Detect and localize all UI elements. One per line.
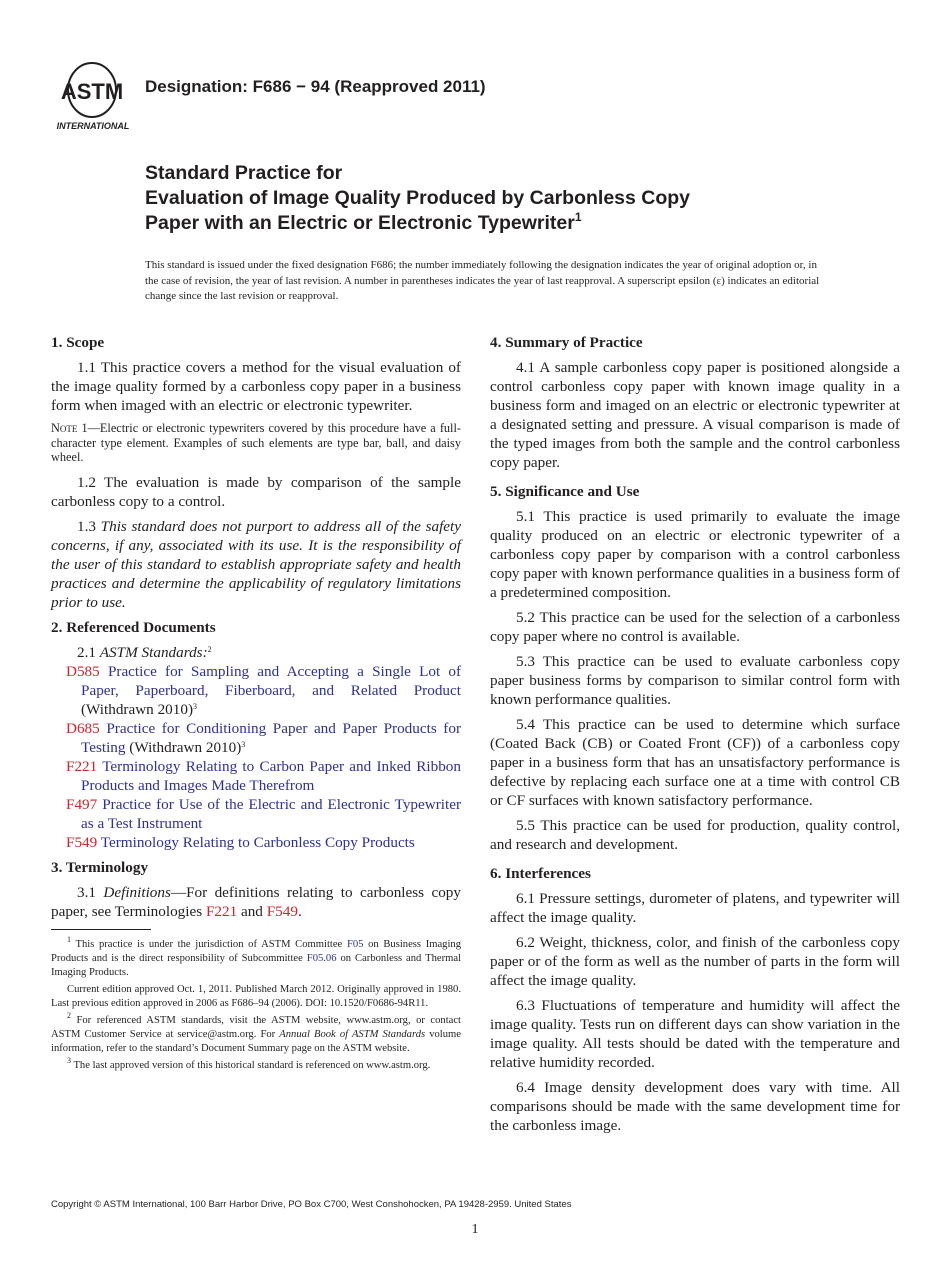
fn1-text-a: This practice is under the jurisdiction of ASTM Committee [71, 938, 347, 950]
footnote-1-continued: Current edition approved Oct. 1, 2011. Published March 2012. Originally approved in 1980. Last previous edition approved in 2006 as F686–94 (2006). DOI: 10.1520/F0686-94R11. [51, 983, 461, 1009]
ref-code-link[interactable]: F497 [66, 795, 98, 813]
ref-title-link[interactable]: Terminology Relating to Carbonless Copy Products [100, 833, 415, 851]
para-3-1-and: and [237, 902, 267, 920]
footnotes [51, 934, 461, 1073]
fn2-italic: Annual Book of ASTM Standards [279, 1028, 426, 1040]
fn1-text-c: on Carbonless and Thermal Imaging Products. [51, 952, 461, 978]
para-6-4: 6.4 Image density development does vary with time. All comparisons should be made with the same development time for the carbonless image. [490, 1079, 900, 1134]
copyright-footer: Copyright © ASTM International, 100 Barr Harbor Drive, PO Box C700, West Conshohocken, PA 19428-2959. United States [51, 1199, 572, 1210]
para-1-1: 1.1 This practice covers a method for the visual evaluation of the image quality formed by a carbonless copy paper in a business form when imaged with an electric or electronic typewriter. [51, 359, 461, 414]
right-column [490, 333, 900, 1141]
para-6-2: 6.2 Weight, thickness, color, and finish of the carbonless copy paper or of the form as well as the number of parts in the form will affect the image quality. [490, 934, 900, 989]
para-5-5: 5.5 This practice can be used for production, quality control, and research and development. [490, 817, 900, 853]
para-3-1-num: 3.1 [77, 883, 104, 901]
intro-paragraph: This standard is issued under the fixed designation F686; the number immediately following the designation indicates the year of original adoption or, in the case of revision, the year of last revision. A number in parentheses indicates the year of last reapproval. A superscript epsilon (ε) indicates an editorial change since the last revision or reapproval. [145, 259, 820, 302]
para-5-3: 5.3 This practice can be used to evaluate carbonless copy paper business forms by comparison to similar control form with known performance qualities. [490, 653, 900, 708]
title-line-3-text: Paper with an Electric or Electronic Typewriter [145, 212, 575, 234]
para-4-1: 4.1 A sample carbonless copy paper is positioned alongside a control carbonless copy paper with known image quality in a business form and imaged on an electric or electronic typewriter at a designated setting and pressure. A visual comparison is made of the typed images from both the sample and the control carbonless copy paper. [490, 359, 900, 471]
ref-code-link[interactable]: F549 [66, 833, 98, 851]
ref-item [51, 719, 461, 757]
ref-title-link[interactable]: Terminology Relating to Carbon Paper and Inked Ribbon Products and Images Made Therefrom [81, 757, 461, 794]
footnote-divider [51, 929, 151, 930]
para-2-1 [51, 643, 461, 662]
para-5-2: 5.2 This practice can be used for the selection of a carbonless copy paper where no control is available. [490, 609, 900, 645]
left-column [51, 333, 461, 1076]
para-3-1-text: —For definitions relating to carbonless copy paper, see Terminologies [51, 883, 461, 920]
logo-text: ASTM [60, 79, 124, 104]
fn-mark: 2 [67, 1010, 71, 1020]
astm-logo [52, 60, 134, 132]
fn-mark: 3 [67, 1055, 71, 1065]
note-1 [51, 421, 461, 465]
para-1-3-num: 1.3 [77, 517, 101, 535]
title-footnote-mark: 1 [574, 210, 582, 224]
reference-list [51, 662, 461, 852]
para-6-1: 6.1 Pressure settings, durometer of platens, and typewriter will affect the image quality. [490, 890, 900, 926]
para-1-3-text: This standard does not purport to address all of the safety concerns, if any, associated with its use. It is the responsibility of the user of this standard to establish appropriate safety and health practices and determine the applicability of regulatory limitations prior to use. [51, 517, 462, 611]
ref-item [51, 795, 461, 833]
ref-item [51, 757, 461, 795]
para-6-3: 6.3 Fluctuations of temperature and humidity will affect the image quality. Tests run on different days can show variation in the image quality. All tests should be dated with the temperature and relative humidity recorded. [490, 997, 900, 1071]
para-3-1 [51, 883, 461, 921]
ref-sup: 3 [193, 701, 197, 711]
para-2-1-sup: 2 [207, 644, 212, 654]
term-ref-link[interactable]: F221 [205, 902, 238, 920]
term-ref-link[interactable]: F549 [266, 902, 298, 920]
designation: Designation: F686 − 94 (Reapproved 2011) [145, 77, 486, 96]
title-line-3 [145, 211, 865, 236]
note-text: 1—Electric or electronic typewriters covered by this procedure have a full-character type element. Examples of such elements are type bar, ball, and daisy wheel. [51, 421, 461, 464]
ref-code-link[interactable]: D585 [66, 662, 100, 680]
title-line-2: Evaluation of Image Quality Produced by Carbonless Copy [145, 187, 691, 209]
ref-item [51, 662, 461, 719]
section-heading-significance: 5. Significance and Use [490, 483, 640, 500]
ref-code-link[interactable]: D685 [66, 719, 100, 737]
ref-tail: (Withdrawn 2010) [81, 700, 193, 718]
document-title [145, 161, 865, 236]
fn1-text-b: on Business Imaging Products and is the direct responsibility of Subcommittee [51, 938, 461, 964]
section-heading-scope: 1. Scope [51, 334, 105, 351]
footnote-3 [51, 1055, 461, 1073]
para-2-1-num: 2.1 [77, 643, 100, 661]
ref-title-link[interactable]: Practice for Conditioning Paper and Paper Products for Testing [81, 719, 462, 756]
ref-sup: 3 [241, 739, 246, 749]
fn2-text-a: For referenced ASTM standards, visit the ASTM website, www.astm.org, or contact ASTM Customer Service at service@astm.org. For [51, 1014, 461, 1040]
note-label: Note [51, 421, 78, 435]
fn-mark: 1 [67, 934, 71, 944]
section-heading-refdocs: 2. Referenced Documents [51, 618, 216, 636]
para-1-3 [51, 517, 461, 612]
para-1-2: 1.2 The evaluation is made by comparison of the sample carbonless copy to a control. [51, 473, 461, 510]
section-heading-summary: 4. Summary of Practice [490, 334, 643, 351]
footnote-2 [51, 1010, 461, 1056]
page-number: 1 [471, 1222, 479, 1237]
para-3-1-term: Definitions [103, 883, 171, 901]
ref-title-link[interactable]: Practice for Sampling and Accepting a Single Lot of Paper, Paperboard, Fiberboard, and Related Product [81, 662, 462, 699]
para-3-1-end: . [297, 902, 302, 920]
para-5-1: 5.1 This practice is used primarily to evaluate the image quality produced on an electric or electronic typewriter of a carbonless copy paper by comparison with a control carbonless copy paper with known performance qualities in a business form of a predetermined composition. [490, 508, 900, 601]
committee-link[interactable]: F05 [346, 938, 364, 950]
ref-item [51, 833, 461, 852]
fn2-text-b: volume information, refer to the standard’s Document Summary page on the ASTM website. [51, 1028, 461, 1054]
para-5-4: 5.4 This practice can be used to determine which surface (Coated Back (CB) or Coated Front (CF)) of a carbonless copy paper in a business form that has an unsatisfactory performance is defective by replacing each surface one at a time with control CB or CF surfaces with known satisfactory performance. [490, 716, 900, 809]
section-heading-terminology: 3. Terminology [51, 858, 149, 876]
para-2-1-text: ASTM Standards: [99, 643, 208, 661]
title-line-1: Standard Practice for [145, 162, 343, 184]
footnote-1 [51, 934, 461, 980]
logo-subtext: INTERNATIONAL [56, 121, 130, 131]
fn3-text: The last approved version of this historical standard is referenced on www.astm.org. [71, 1059, 431, 1071]
subcommittee-link[interactable]: F05.06 [306, 952, 337, 964]
ref-code-link[interactable]: F221 [66, 757, 98, 775]
section-heading-interferences: 6. Interferences [490, 865, 591, 882]
ref-tail: (Withdrawn 2010) [125, 738, 242, 756]
ref-title-link[interactable]: Practice for Use of the Electric and Electronic Typewriter as a Test Instrument [81, 795, 462, 832]
